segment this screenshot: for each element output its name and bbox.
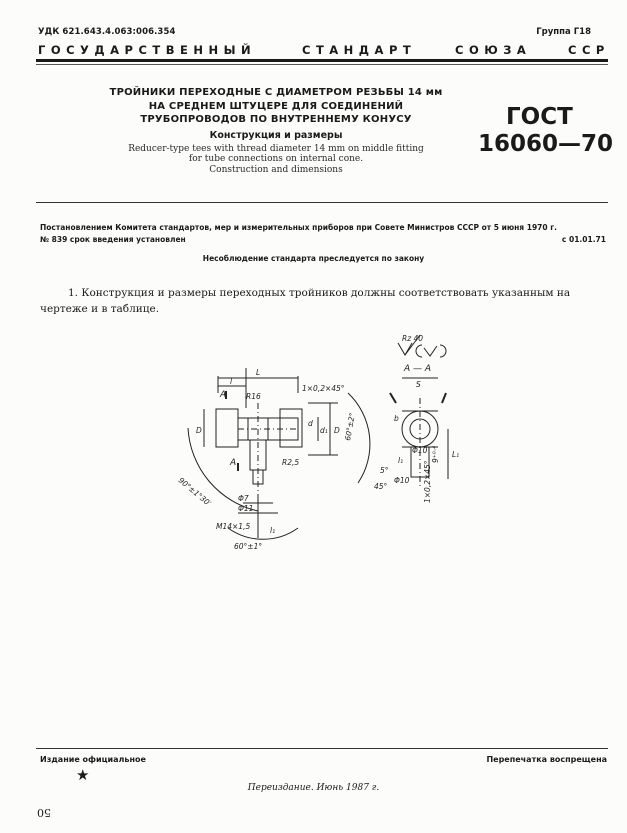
star-icon: ★ [76,766,90,784]
title-en-line-3: Construction and dimensions [209,164,343,175]
dim-l1-right: l₁ [398,456,404,465]
reissue-note: Переиздание. Июнь 1987 г. [247,783,380,793]
udk-code: УДК 621.643.4.063:006.354 [38,27,176,37]
banner-word-1: ГОСУДАРСТВЕННЫЙ [38,43,257,57]
decree-line-1: Постановлением Комитета стандартов, мер и измерительных приборов при Совете Министров СССР от 5 июня 1970 г. [40,223,557,232]
gost-number: 16060—70 [478,131,614,157]
reprint-prohibited: Перепечатка воспрещена [486,755,607,764]
dim-chamfer: 1×0,2×45° [302,384,345,393]
dim-S: S [416,380,421,389]
title-en-line-2: for tube connections on internal cone. [188,154,364,164]
dim-phi7: Φ7 [238,494,249,503]
cut-label-A-top: А [220,390,227,400]
decree-date: с 01.01.71 [561,235,606,244]
dim-angle-90: 90°±1°30′ [176,475,213,508]
dim-L: L [256,368,261,377]
dim-9: 9⁺⁰·⁴ [431,445,440,463]
dim-thread: М14×1,5 [216,522,251,531]
dim-D: D [334,426,340,435]
dim-d: d [308,419,313,428]
dim-R25: R2,5 [282,458,300,467]
gost-label: ГОСТ [506,104,573,130]
group-code: Группа Г18 [536,27,591,37]
dim-L1: L₁ [452,450,460,459]
official-edition: Издание официальное [40,755,146,764]
title-ru-line-3: ТРУБОПРОВОДОВ ПО ВНУТРЕННЕМУ КОНУСУ [140,114,412,125]
dim-angle-60-1: 60°±1° [234,542,263,551]
title-subtitle: Конструкция и размеры [209,129,343,141]
decree-number: № 839 срок введения установлен [40,235,186,244]
roughness-label: Rz 40 [402,334,424,343]
dim-l: l [230,377,233,386]
roughness-bracket [440,345,446,357]
cut-label-A-bottom: А [230,458,237,468]
dim-small-45: 45° [374,482,388,491]
page-number: 50 [37,806,51,819]
footer-rule [36,748,608,749]
tee-technical-drawing [158,333,478,563]
gost-designation [478,104,613,158]
body-right-hex [280,409,302,447]
banner-word-4: ССР [568,43,610,57]
title-ru-line-2: НА СРЕДНЕМ ШТУЦЕРЕ ДЛЯ СОЕДИНЕНИЙ [148,100,404,112]
header-rule-thick [36,59,608,62]
dim-R16: R16 [246,392,261,401]
dim-phi11: Φ11 [238,504,254,513]
noncompliance-notice: Несоблюдение стандарта преследуется по закону [202,254,425,263]
banner-word-2: СТАНДАРТ [302,43,417,57]
dim-D-left: D [196,426,202,435]
body-paragraph: 1. Конструкция и размеры переходных тройников должны соответствовать указанным на чертеже и в таблице. [40,287,571,315]
decree-line-2 [40,234,606,246]
dim-phi10: Φ10 [412,446,428,455]
banner-word-3: СОЮЗА [455,43,532,57]
dim-angle-5: 5° [380,466,389,475]
body-left-hex [216,409,238,447]
dim-phi10-b: Φ10 [394,476,410,485]
title-separator [36,202,608,203]
section-arrow [442,393,446,403]
title-en-line-1: Reducer-type tees with thread diameter 14 mm on middle fitting [128,143,424,154]
roughness-bracket [416,345,422,357]
section-arrow [390,393,396,403]
dim-l1-left: l₁ [270,526,276,535]
title-block [82,86,470,175]
dim-b: b [394,414,399,423]
dim-d1: d₁ [320,426,328,435]
title-ru-line-1: ТРОЙНИКИ ПЕРЕХОДНЫЕ С ДИАМЕТРОМ РЕЗЬБЫ 14 мм [109,87,443,98]
header-rule-thin [36,64,608,65]
section-label: А — А [404,364,432,374]
decree-text [40,222,606,246]
roughness-check [424,346,437,356]
dim-angle-60-2: 60°±2° [343,412,357,442]
dim-chamfer-2: 1×0,2×45° [423,460,432,503]
